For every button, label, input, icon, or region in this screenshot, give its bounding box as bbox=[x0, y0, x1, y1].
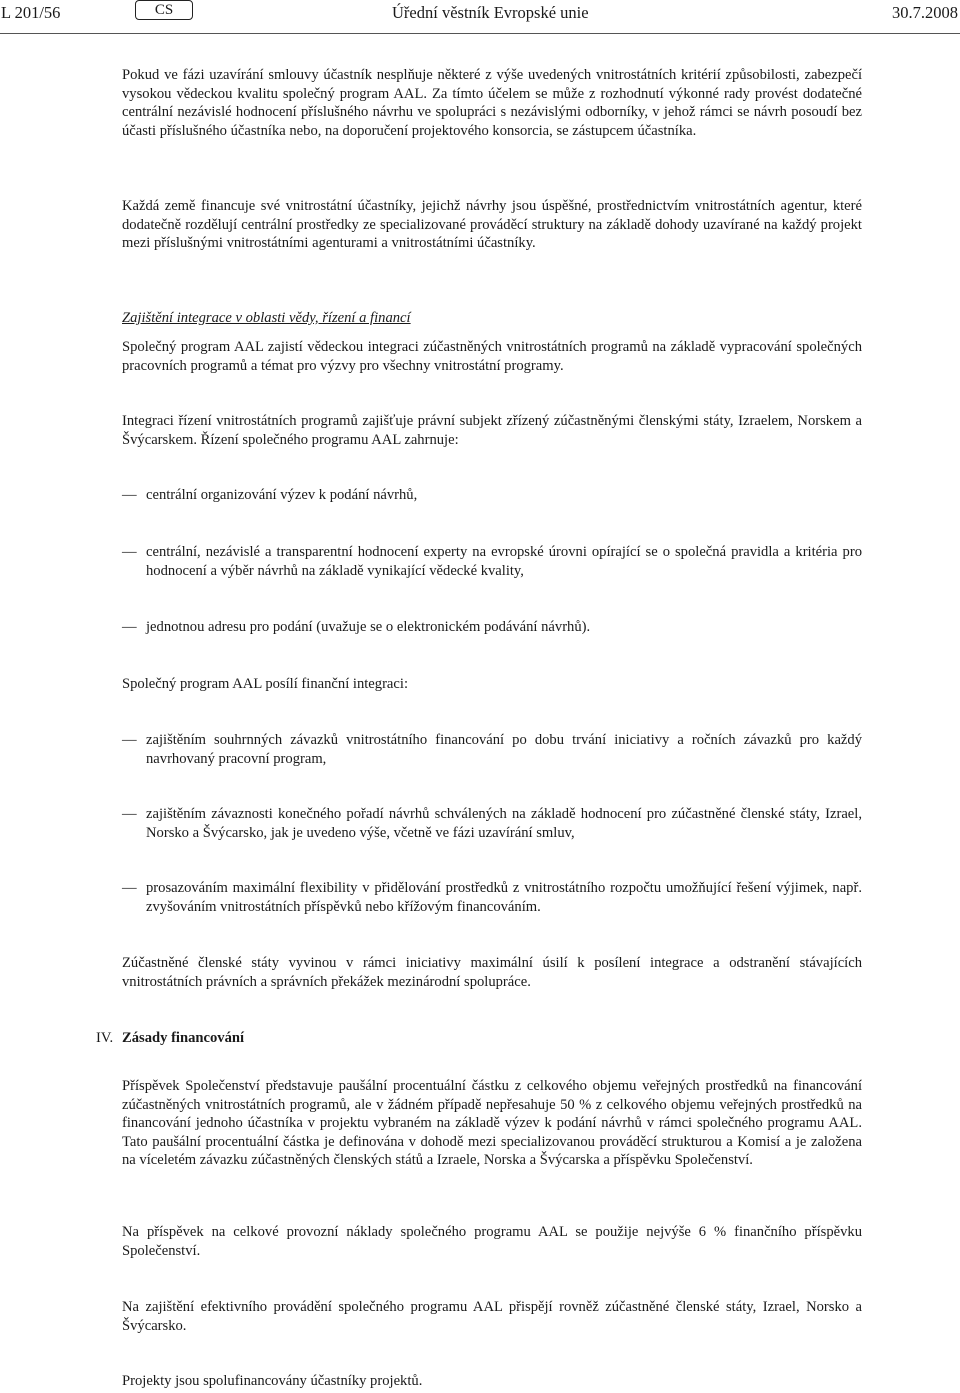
dash-mark: — bbox=[122, 806, 137, 822]
list-item-text: prosazováním maximální flexibility v přidělování prostředků z vnitrostátního rozpočtu umožňující řešení výjimek, např. zvyšováním vnitrostátních příspěvků nebo křížovým financováním. bbox=[146, 880, 862, 915]
dash-mark: — bbox=[122, 619, 137, 635]
paragraph-national-funding: Každá země financuje své vnitrostátní účastníky, jejichž návrhy jsou úspěšné, prostřednictvím vnitrostátních agentur, které dodatečně rozdělují centrální prostředky ze specializované prováděcí struktury na základě dohody uzavírané na každý projekt mezi příslušnými vnitrostátními agenturami a vnitrostátními účastníky. bbox=[122, 198, 862, 251]
dash-mark: — bbox=[122, 487, 137, 503]
list-item bbox=[122, 805, 862, 842]
list-item bbox=[122, 618, 862, 637]
dash-mark: — bbox=[122, 732, 137, 748]
paragraph-scientific-integration: Společný program AAL zajistí vědeckou integraci zúčastněných vnitrostátních programů na základě vypracování společných pracovních programů a témat pro výzvy pro všechny vnitrostátní programy. bbox=[122, 339, 862, 374]
paragraph-eligibility: Pokud ve fázi uzavírání smlouvy účastník nesplňuje některé z výše uvedených vnitrostátních kritérií způsobilosti, zabezpečí vysokou vědeckou kvalitu společný program AAL. Za tímto účelem se může z rozhodnutí výkonné rady provést dodatečné centrální nezávislé hodnocení příslušného návrhu ve spolupráci s nezávislými odborníky, v jehož rámci se návrh posoudí bez účasti příslušného účastníka nebo, na doporučení projektového konsorcia, se zástupcem účastníka. bbox=[122, 67, 862, 139]
paragraph-member-states: Zúčastněné členské státy vyvinou v rámci iniciativy maximální úsilí k posílení integrace a odstranění stávajících vnitrostátních právních a správních překážek mezinárodní spolupráce. bbox=[122, 955, 862, 990]
paragraph-financial-integration: Společný program AAL posílí finanční integraci: bbox=[122, 676, 408, 692]
paragraph-management-integration: Integraci řízení vnitrostátních programů zajišťuje právní subjekt zřízený zúčastněnými členskými státy, Izraelem, Norskem a Švýcarskem. Řízení společného programu AAL zahrnuje: bbox=[122, 413, 862, 448]
section-number: IV. bbox=[96, 1030, 114, 1046]
list-item bbox=[122, 731, 862, 768]
list-item bbox=[122, 543, 862, 580]
page-header bbox=[0, 0, 960, 28]
list-item-text: zajištěním závaznosti konečného pořadí návrhů schválených na základě hodnocení pro zúčastněné členské státy, Izrael, Norsko a Švýcarsko, jak je uvedeno výše, včetně ve fázi uzavírání smluv, bbox=[146, 806, 862, 841]
page-reference: L 201/56 bbox=[1, 3, 61, 22]
list-item-text: centrální, nezávislé a transparentní hodnocení experty na evropské úrovni opírající se o společná pravidla a kritéria pro hodnocení a výběr návrhů na základě vynikající vědecké kvality, bbox=[146, 544, 862, 579]
paragraph-operating-costs: Na příspěvek na celkové provozní náklady společného programu AAL se použije nejvýše 6 % finančního příspěvku Společenství. bbox=[122, 1224, 862, 1259]
list-item-text: zajištěním souhrnných závazků vnitrostátního financování po dobu trvání iniciativy a ročních závazků pro každý navrhovaný pracovní program, bbox=[146, 732, 862, 767]
journal-title: Úřední věstník Evropské unie bbox=[392, 3, 589, 22]
dash-mark: — bbox=[122, 880, 137, 896]
paragraph-community-contribution: Příspěvek Společenství představuje paušální procentuální částku z celkového objemu veřejných prostředků na financování zúčastněných vnitrostátních programů, ale v žádném případě nepřesahuje 50 % z celkového objemu veřejných prostředků na financování jednoho účastníka v projektu vybraném na základě výzev k podání návrhů v rámci společného programu AAL. Tato paušální procentuální částka je definována v dohodě mezi specializovanou prováděcí strukturou a Komisí a je založena na víceletém závazku zúčastněných členských států a Izraele, Norska a Švýcarska a příspěvku Společenství. bbox=[122, 1078, 862, 1168]
list-item-text: jednotnou adresu pro podání (uvažuje se o elektronickém podávání návrhů). bbox=[146, 619, 591, 635]
list-item-text: centrální organizování výzev k podání návrhů, bbox=[146, 487, 418, 503]
header-divider bbox=[0, 33, 960, 34]
heading-integration: Zajištění integrace v oblasti vědy, řízení a financí bbox=[122, 310, 411, 326]
paragraph-implementation: Na zajištění efektivního provádění společného programu AAL přispějí rovněž zúčastněné členské státy, Izrael, Norsko a Švýcarsko. bbox=[122, 1299, 862, 1334]
paragraph-cofinancing: Projekty jsou spolufinancovány účastníky projektů. bbox=[122, 1373, 423, 1389]
list-item bbox=[122, 486, 862, 505]
dash-mark: — bbox=[122, 544, 137, 560]
section-title: Zásady financování bbox=[122, 1030, 245, 1046]
publication-date: 30.7.2008 bbox=[892, 3, 958, 22]
language-badge: CS bbox=[135, 0, 193, 20]
list-item bbox=[122, 879, 862, 916]
